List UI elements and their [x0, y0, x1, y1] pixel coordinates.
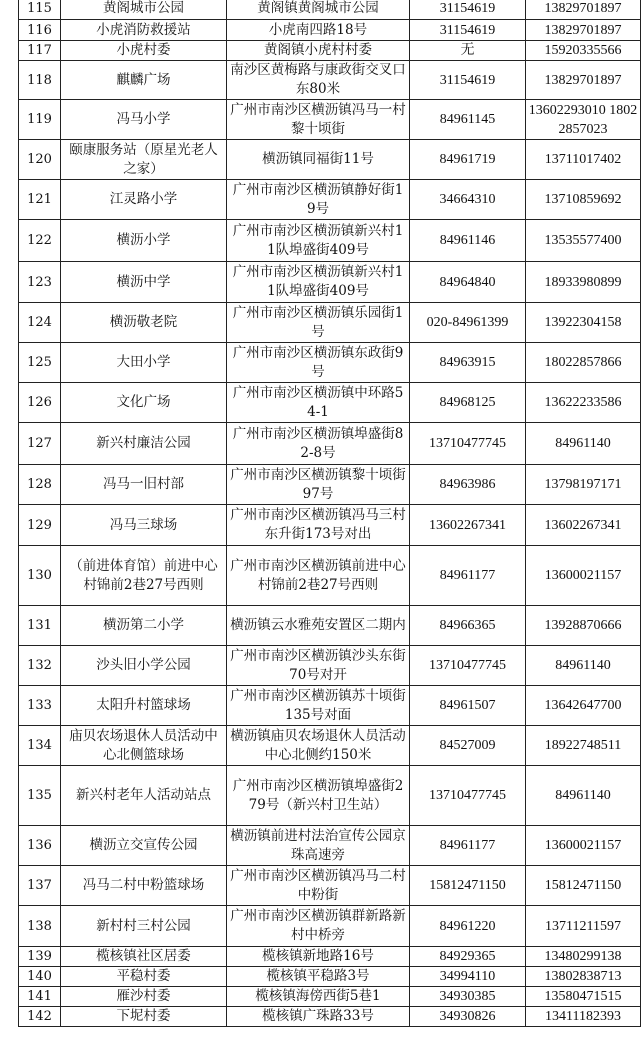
- row-number: 119: [19, 100, 61, 140]
- row-number: 118: [19, 61, 61, 100]
- contact-phone: 31154619: [410, 20, 526, 41]
- venue-name: 麒麟广场: [61, 61, 227, 100]
- venue-address: 广州市南沙区横沥镇中环路54-1: [227, 383, 410, 423]
- table-row: [19, 100, 641, 140]
- venue-address: 广州市南沙区横沥镇新兴村11队埠盛街409号: [227, 262, 410, 303]
- contact-mobile: 13642647700: [526, 686, 641, 726]
- venue-address: 小虎南四路18号: [227, 20, 410, 41]
- row-number: 137: [19, 866, 61, 906]
- row-number: 133: [19, 686, 61, 726]
- venue-name: 黄阁城市公园: [61, 0, 227, 20]
- venue-address: 横沥镇云水雅苑安置区二期内: [227, 606, 410, 646]
- contact-phone: 84527009: [410, 726, 526, 766]
- venue-name: 颐康服务站（原星光老人之家）: [61, 140, 227, 180]
- row-number: 130: [19, 546, 61, 606]
- venue-address: 广州市南沙区横沥镇沙头东街70号对开: [227, 646, 410, 686]
- row-number: 131: [19, 606, 61, 646]
- venue-name: 雁沙村委: [61, 987, 227, 1007]
- row-number: 125: [19, 343, 61, 383]
- venue-address: 广州市南沙区横沥镇冯马一村黎十顷街: [227, 100, 410, 140]
- row-number: 127: [19, 423, 61, 465]
- table-row: [19, 826, 641, 866]
- contact-mobile: 18022857866: [526, 343, 641, 383]
- table-row: [19, 220, 641, 262]
- venue-address: 横沥镇前进村法治宣传公园京珠高速旁: [227, 826, 410, 866]
- contact-mobile: 18922748511: [526, 726, 641, 766]
- venue-name: （前进体育馆）前进中心村锦前2巷27号西则: [61, 546, 227, 606]
- row-number: 135: [19, 766, 61, 826]
- venue-name: 下坭村委: [61, 1007, 227, 1027]
- row-number: 122: [19, 220, 61, 262]
- table-row: [19, 465, 641, 505]
- contact-mobile: 13600021157: [526, 546, 641, 606]
- venue-name: 太阳升村篮球场: [61, 686, 227, 726]
- contact-phone: 34930826: [410, 1007, 526, 1027]
- table-row: [19, 0, 641, 20]
- venue-address: 黄阁镇黄阁城市公园: [227, 0, 410, 20]
- row-number: 120: [19, 140, 61, 180]
- venue-name: 横沥小学: [61, 220, 227, 262]
- venue-name: 冯马二村中粉篮球场: [61, 866, 227, 906]
- venue-address: 广州市南沙区横沥镇乐园街1号: [227, 303, 410, 343]
- contact-mobile: 13922304158: [526, 303, 641, 343]
- venue-name: 榄核镇社区居委: [61, 947, 227, 967]
- venue-address: 广州市南沙区横沥镇静好街19号: [227, 180, 410, 220]
- row-number: 138: [19, 906, 61, 947]
- row-number: 140: [19, 967, 61, 987]
- venue-name: 新村村三村公园: [61, 906, 227, 947]
- contact-mobile: 13829701897: [526, 0, 641, 20]
- table-row: [19, 303, 641, 343]
- venue-address: 广州市南沙区横沥镇黎十顷街97号: [227, 465, 410, 505]
- contact-mobile: 13411182393: [526, 1007, 641, 1027]
- row-number: 134: [19, 726, 61, 766]
- row-number: 124: [19, 303, 61, 343]
- row-number: 115: [19, 0, 61, 20]
- row-number: 132: [19, 646, 61, 686]
- contact-phone: 13602267341: [410, 505, 526, 546]
- table-row: [19, 866, 641, 906]
- venue-address: 广州市南沙区横沥镇苏十顷街135号对面: [227, 686, 410, 726]
- table-row: [19, 505, 641, 546]
- table-row: [19, 61, 641, 100]
- contact-phone: 13710477745: [410, 766, 526, 826]
- contact-phone: 84961177: [410, 546, 526, 606]
- contact-phone: 34930385: [410, 987, 526, 1007]
- table-row: [19, 906, 641, 947]
- venue-name: 横沥第二小学: [61, 606, 227, 646]
- contact-mobile: 13600021157: [526, 826, 641, 866]
- contact-mobile: 15920335566: [526, 41, 641, 61]
- row-number: 142: [19, 1007, 61, 1027]
- venue-name: 沙头旧小学公园: [61, 646, 227, 686]
- table-row: [19, 262, 641, 303]
- venue-address: 南沙区黄梅路与康政街交叉口东80米: [227, 61, 410, 100]
- table-row: [19, 41, 641, 61]
- venue-name: 小虎村委: [61, 41, 227, 61]
- contact-mobile: 13829701897: [526, 20, 641, 41]
- venue-address: 榄核镇广珠路33号: [227, 1007, 410, 1027]
- venue-name: 小虎消防救援站: [61, 20, 227, 41]
- venue-address: 黄阁镇小虎村村委: [227, 41, 410, 61]
- row-number: 139: [19, 947, 61, 967]
- contact-mobile: 13710859692: [526, 180, 641, 220]
- contact-phone: 15812471150: [410, 866, 526, 906]
- table-row: [19, 383, 641, 423]
- venue-address: 广州市南沙区横沥镇冯马三村东升街173号对出: [227, 505, 410, 546]
- venue-table: [18, 0, 641, 1027]
- row-number: 129: [19, 505, 61, 546]
- contact-phone: 020-84961399: [410, 303, 526, 343]
- contact-phone: 84961220: [410, 906, 526, 947]
- row-number: 141: [19, 987, 61, 1007]
- contact-mobile: 13622233586: [526, 383, 641, 423]
- contact-mobile: 13480299138: [526, 947, 641, 967]
- row-number: 116: [19, 20, 61, 41]
- contact-mobile: 13711211597: [526, 906, 641, 947]
- venue-address: 榄核镇新地路16号: [227, 947, 410, 967]
- row-number: 123: [19, 262, 61, 303]
- contact-phone: 84961719: [410, 140, 526, 180]
- row-number: 126: [19, 383, 61, 423]
- contact-phone: 84961507: [410, 686, 526, 726]
- venue-name: 新兴村老年人活动站点: [61, 766, 227, 826]
- venue-address: 广州市南沙区横沥镇冯马二村中粉街: [227, 866, 410, 906]
- row-number: 121: [19, 180, 61, 220]
- contact-mobile: 84961140: [526, 423, 641, 465]
- venue-address: 横沥镇同福街11号: [227, 140, 410, 180]
- contact-mobile: 13711017402: [526, 140, 641, 180]
- venue-address: 广州市南沙区横沥镇埠盛街279号（新兴村卫生站）: [227, 766, 410, 826]
- table-row: [19, 180, 641, 220]
- table-row: [19, 686, 641, 726]
- contact-mobile: 13580471515: [526, 987, 641, 1007]
- contact-mobile: 13802838713: [526, 967, 641, 987]
- contact-mobile: 13602267341: [526, 505, 641, 546]
- contact-phone: 84963915: [410, 343, 526, 383]
- venue-address: 广州市南沙区横沥镇群新路新村中桥旁: [227, 906, 410, 947]
- venue-address: 广州市南沙区横沥镇埠盛街82-8号: [227, 423, 410, 465]
- table-row: [19, 546, 641, 606]
- contact-phone: 31154619: [410, 61, 526, 100]
- venue-name: 平稳村委: [61, 967, 227, 987]
- venue-name: 新兴村廉洁公园: [61, 423, 227, 465]
- contact-mobile: 84961140: [526, 646, 641, 686]
- table-row: [19, 423, 641, 465]
- contact-phone: 84963986: [410, 465, 526, 505]
- row-number: 136: [19, 826, 61, 866]
- contact-phone: 84929365: [410, 947, 526, 967]
- venue-name: 冯马三球场: [61, 505, 227, 546]
- contact-phone: 84961177: [410, 826, 526, 866]
- contact-phone: 无: [410, 41, 526, 61]
- venue-address: 广州市南沙区横沥镇前进中心村锦前2巷27号西则: [227, 546, 410, 606]
- table-row: [19, 987, 641, 1007]
- contact-phone: 84966365: [410, 606, 526, 646]
- table-row: [19, 967, 641, 987]
- venue-name: 江灵路小学: [61, 180, 227, 220]
- venue-name: 冯马一旧村部: [61, 465, 227, 505]
- venue-address: 广州市南沙区横沥镇东政街9号: [227, 343, 410, 383]
- table-row: [19, 947, 641, 967]
- contact-phone: 84961145: [410, 100, 526, 140]
- venue-name: 横沥敬老院: [61, 303, 227, 343]
- contact-mobile: 84961140: [526, 766, 641, 826]
- venue-name: 庙贝农场退休人员活动中心北侧篮球场: [61, 726, 227, 766]
- contact-mobile: 13928870666: [526, 606, 641, 646]
- table-row: [19, 726, 641, 766]
- venue-address: 榄核镇海傍西街5巷1: [227, 987, 410, 1007]
- venue-address: 榄核镇平稳路3号: [227, 967, 410, 987]
- table-row: [19, 766, 641, 826]
- contact-mobile: 13798197171: [526, 465, 641, 505]
- row-number: 128: [19, 465, 61, 505]
- venue-name: 文化广场: [61, 383, 227, 423]
- contact-mobile: 13829701897: [526, 61, 641, 100]
- venue-name: 横沥中学: [61, 262, 227, 303]
- venue-address: 广州市南沙区横沥镇新兴村11队埠盛街409号: [227, 220, 410, 262]
- table-row: [19, 1007, 641, 1027]
- venue-name: 横沥立交宣传公园: [61, 826, 227, 866]
- contact-mobile: 13535577400: [526, 220, 641, 262]
- row-number: 117: [19, 41, 61, 61]
- table-row: [19, 606, 641, 646]
- contact-mobile: 18933980899: [526, 262, 641, 303]
- table-row: [19, 646, 641, 686]
- table-row: [19, 140, 641, 180]
- venue-name: 冯马小学: [61, 100, 227, 140]
- table-row: [19, 343, 641, 383]
- venue-address: 横沥镇庙贝农场退休人员活动中心北侧约150米: [227, 726, 410, 766]
- contact-phone: 13710477745: [410, 646, 526, 686]
- contact-phone: 84968125: [410, 383, 526, 423]
- contact-phone: 13710477745: [410, 423, 526, 465]
- contact-phone: 31154619: [410, 0, 526, 20]
- contact-mobile: 13602293010 18022857023: [526, 100, 641, 140]
- contact-phone: 84961146: [410, 220, 526, 262]
- contact-phone: 34664310: [410, 180, 526, 220]
- table-row: [19, 20, 641, 41]
- contact-phone: 34994110: [410, 967, 526, 987]
- table-body: [19, 0, 641, 1027]
- contact-phone: 84964840: [410, 262, 526, 303]
- venue-name: 大田小学: [61, 343, 227, 383]
- contact-mobile: 15812471150: [526, 866, 641, 906]
